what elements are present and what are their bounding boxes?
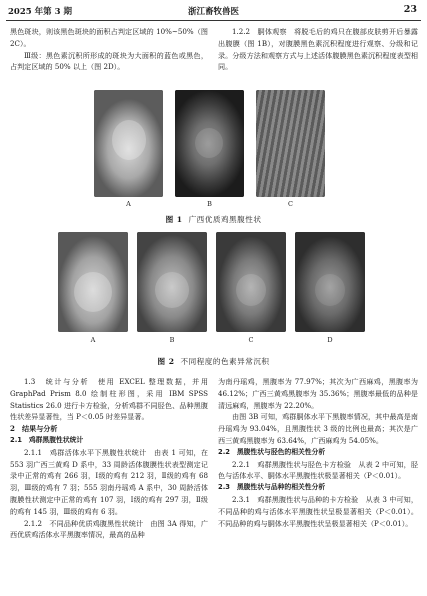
- figure-1-photo-c: [256, 90, 325, 197]
- paragraph: 黑色斑块，则该黑色斑块的面积占判定区域的 10%~50%（图 2C）。: [10, 27, 208, 48]
- subsection-heading: 2.2 黑腹性状与胫色的相关性分析: [218, 447, 326, 456]
- figure-1-title: 广西优质鸡黑腹性状: [188, 215, 262, 224]
- running-header: [0, 0, 427, 22]
- subsection-heading: 2.3 黑腹性状与品种的相关性分析: [218, 483, 326, 492]
- figure-2-caption: [0, 356, 427, 367]
- paragraph: 由图 3B 可知，鸡群胴体水平下黑腹率情况，其中最高是南丹瑶鸡为 93.04%，且黑腹性状 3 级的比例也最高；其次是广西三黄鸡黑腹率为 63.64%，广西麻鸡为 54.05%。: [218, 412, 418, 445]
- figure-2-photo-c: [216, 232, 286, 332]
- journal-name: 浙江畜牧兽医: [187, 7, 239, 17]
- paragraph: 2.1.2 不同品种优质鸡腹黑性状统计 由图 3A 得知，广西优质鸡活体水平黑腹率情况，最高的品种: [10, 518, 208, 540]
- header-rule: [6, 20, 421, 21]
- figure-2-number: 图 2: [157, 357, 175, 366]
- paragraph: Ⅲ级：黑色素沉积所形成的斑块为大面积的蓝色或黑色，占判定区域的 50% 以上（图 2D）。: [10, 50, 208, 72]
- figure-1-caption: [0, 214, 427, 225]
- figure-2-label-a: A: [90, 336, 96, 344]
- figure-2-label-d: D: [327, 336, 333, 344]
- figure-1-label-b: B: [207, 200, 212, 208]
- figure-1-label-c: C: [288, 200, 293, 208]
- figure-1-photo-a: [94, 90, 163, 197]
- figure-2-photo-b: [137, 232, 207, 332]
- figure-2-photo-a: [58, 232, 128, 332]
- top-left-column: [10, 26, 208, 73]
- figure-2-title: 不同程度的色素异常沉积: [180, 357, 270, 366]
- paragraph: 2.1.1 鸡群活体水平下黑腹性状统计 由表 1 可知，在 553 羽广西三黄鸡 D 系中，33 周龄活体腹膜性状表型测定记录中正常的鸡有 266 羽，Ⅰ级的鸡有 212 羽，Ⅱ级的鸡有 68 羽，Ⅲ级的鸡有 7 羽；555 羽南丹瑶鸡 A 系中，30 周龄活体腹膜性状测定中正常的鸡有 107 羽，Ⅰ级的鸡有 297 羽，Ⅱ级的鸡有 145 羽，Ⅲ级的鸡有 6 羽。: [10, 447, 208, 516]
- paragraph: 1.3 统计与分析 使用 EXCEL 整理数据，并用 GraphPad Prism 8.0 绘制柱形图，采用 IBM SPSS Statistics 26.0 进行卡方检验，分析鸡群不同胫色、品种黑腹性状差异显著性，当 P＜0.05 时差异显著。: [10, 377, 208, 422]
- top-right-column: [218, 26, 418, 73]
- bottom-right-column: [218, 376, 418, 529]
- subsection-heading: 2.1 鸡群黑腹性状统计: [10, 435, 84, 444]
- figure-1-number: 图 1: [165, 215, 183, 224]
- paragraph: 1.2.2 胴体观察 将脱毛后的鸡只在腹部皮肤剪开后暴露出腹膜（图 1B），对腹膜黑色素沉积程度进行观察、分级和记录。分级方法和观察方式与上述活体腹膜黑色素沉积程度表型相同。: [218, 27, 418, 72]
- section-heading: 2 结果与分析: [10, 424, 58, 434]
- figure-2-label-c: C: [248, 336, 254, 344]
- figure-2-label-b: B: [169, 336, 175, 344]
- figure-2-photo-d: [295, 232, 365, 332]
- figure-1-label-a: A: [126, 200, 131, 208]
- figure-1-photo-b: [175, 90, 244, 197]
- bottom-left-column: [10, 376, 208, 541]
- paragraph: 2.2.1 鸡群黑腹性状与胫色卡方检验 从表 2 中可知，胫色与活体水平、胴体水平黑腹性状极显著相关（P＜0.01）。: [218, 459, 418, 481]
- page-number: 23: [403, 4, 417, 15]
- issue-label: 2025 年第 3 期: [8, 7, 72, 17]
- paragraph: 2.3.1 鸡群黑腹性状与品种的卡方检验 从表 3 中可知，不同品种的鸡与活体水平黑腹性状呈极显著相关（P＜0.01）。不同品种的鸡与胴体水平黑腹性状呈极显著相关（P＜0.01）。: [218, 494, 418, 528]
- paragraph: 为南丹瑶鸡，黑腹率为 77.97%；其次为广西麻鸡，黑腹率为 46.12%；广西三黄鸡黑腹率为 35.36%；黑腹率最低的品种是清远麻鸡，黑腹率为 22.20%。: [218, 377, 418, 410]
